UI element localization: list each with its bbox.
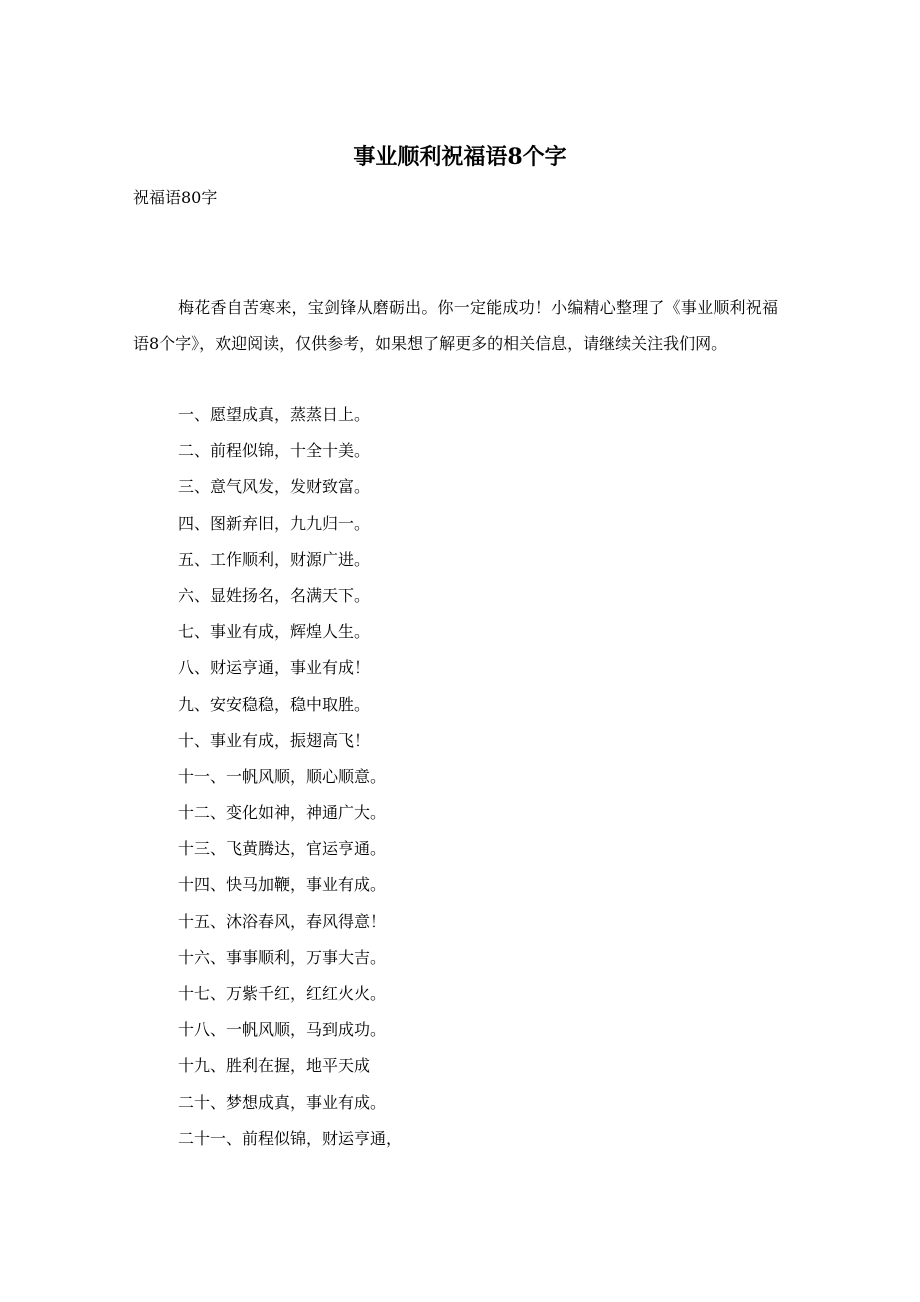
list-item: 二、前程似锦，十全十美。 [178,441,371,461]
list-item: 五、工作顺利，财源广进。 [178,549,371,569]
list-item: 六、显姓扬名，名满天下。 [178,585,371,605]
list-item: 八、财运亨通，事业有成！ [178,658,371,678]
list-item: 十七、万紫千红，红红火火。 [178,984,387,1003]
list-item: 十五、沐浴春风，春风得意！ [178,911,387,931]
list-item: 四、图新弃旧，九九归一。 [178,513,371,533]
list-item: 一、愿望成真，蒸蒸日上。 [178,405,371,424]
list-item: 三、意气风发，发财致富。 [178,477,371,497]
list-item: 十九、胜利在握，地平天成 [178,1056,371,1076]
list-item: 十八、一帆风顺，马到成功。 [178,1020,387,1040]
list-item: 十二、变化如神，神通广大。 [178,803,387,823]
list-item: 二十一、前程似锦，财运亨通， [178,1128,403,1148]
intro-paragraph: 梅花香自苦寒来，宝剑锋从磨砺出。你一定能成功！小编精心整理了《事业顺利祝福语8个字》，欢迎阅读，仅供参考，如果想了解更多的相关信息，请继续关注我们网。 [133,298,778,353]
list-item: 七、事业有成，辉煌人生。 [178,622,371,642]
subtitle: 祝福语80字 [133,188,218,207]
list-item: 十四、快马加鞭，事业有成。 [178,875,387,895]
list-item: 十六、事事顺利，万事大吉。 [178,947,387,967]
blessing-list [178,397,402,1157]
list-item: 二十、梦想成真，事业有成。 [178,1092,387,1112]
list-item: 十三、飞黄腾达，官运亨通。 [178,839,387,859]
list-item: 十、事业有成，振翅高飞！ [178,730,371,750]
list-item: 九、安安稳稳，稳中取胜。 [178,694,371,714]
list-item: 十一、一帆风顺，顺心顺意。 [178,766,387,786]
page-title: 事业顺利祝福语8个字 [353,144,567,170]
